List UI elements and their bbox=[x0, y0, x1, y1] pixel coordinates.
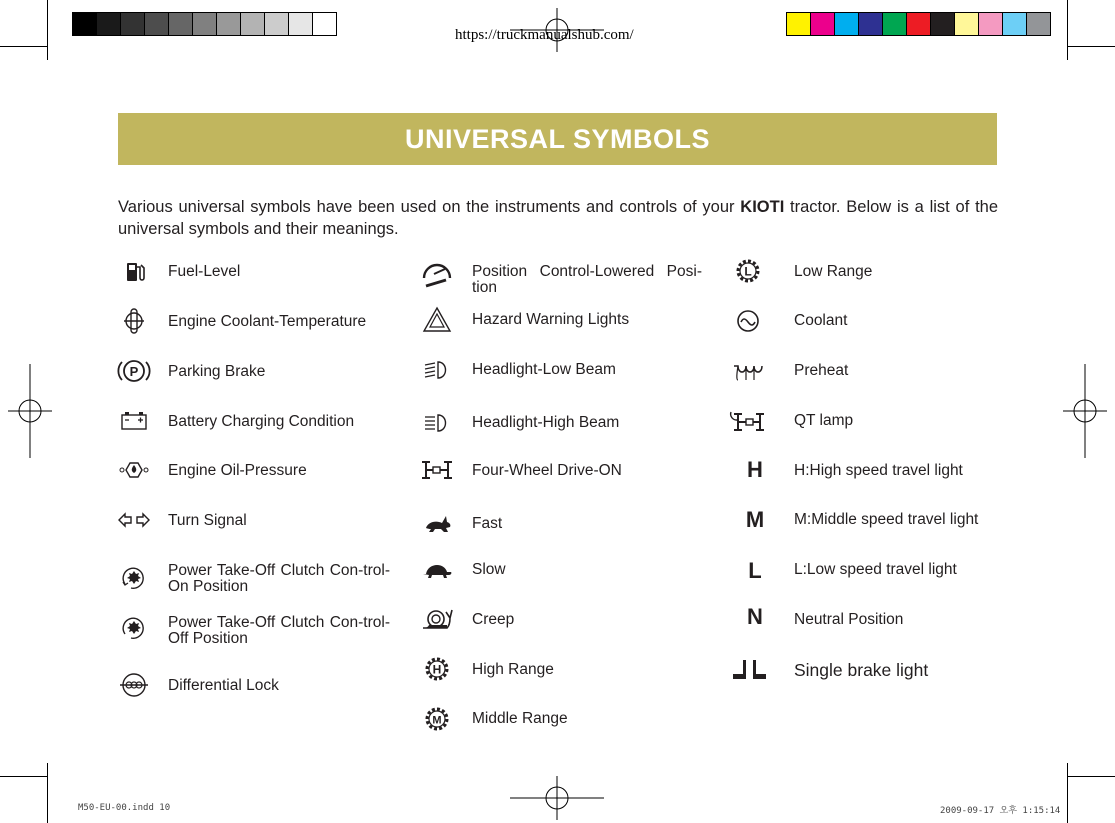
symbol-label: Neutral Position bbox=[794, 611, 904, 628]
differential-lock-icon bbox=[117, 670, 151, 700]
symbol-label: H:High speed travel light bbox=[794, 462, 963, 479]
pto-on-icon bbox=[117, 562, 151, 592]
symbol-label: Fast bbox=[472, 515, 503, 532]
fuel-level-icon bbox=[117, 257, 151, 287]
source-url[interactable]: https://truckmanualshub.com/ bbox=[455, 27, 634, 43]
high-range-gear-icon bbox=[420, 654, 454, 684]
low-range-gear-icon bbox=[731, 256, 765, 286]
symbol-label: Preheat bbox=[794, 362, 849, 379]
symbol-label: Single brake light bbox=[794, 660, 929, 680]
footer-date-slug: 2009-09-17 오후 1:15:14 bbox=[940, 806, 1061, 816]
hazard-icon bbox=[420, 305, 454, 335]
symbol-label: High Range bbox=[472, 661, 554, 678]
turtle-icon bbox=[420, 556, 454, 586]
symbol-label: Position Control-Lowered Posi-tion bbox=[472, 263, 702, 296]
symbol-label: M:Middle speed travel light bbox=[794, 511, 979, 528]
symbol-label: Power Take-Off Clutch Con-trol-On Position bbox=[168, 562, 390, 595]
coolant-temperature-icon bbox=[117, 306, 151, 336]
pto-off-icon bbox=[117, 612, 151, 642]
footer-file-slug: M50-EU-00.indd 10 bbox=[78, 803, 171, 813]
letter-h-icon: H bbox=[747, 457, 763, 482]
symbol-label: Four-Wheel Drive-ON bbox=[472, 462, 622, 479]
turn-signal-icon bbox=[117, 505, 151, 535]
battery-icon bbox=[117, 406, 151, 436]
parking-brake-icon bbox=[117, 356, 151, 386]
single-brake-icon bbox=[734, 654, 768, 684]
symbol-label: Coolant bbox=[794, 312, 848, 329]
oil-pressure-icon bbox=[117, 455, 151, 485]
symbol-label: Hazard Warning Lights bbox=[472, 311, 630, 328]
color-bar bbox=[786, 12, 1051, 36]
symbol-label: Low Range bbox=[794, 263, 873, 280]
svg-text:P: P bbox=[129, 364, 139, 379]
symbol-label: Engine Coolant-Temperature bbox=[168, 313, 367, 330]
coolant-icon bbox=[731, 306, 765, 336]
middle-range-gear-icon bbox=[420, 704, 454, 734]
page-title: UNIVERSAL SYMBOLS bbox=[404, 123, 711, 154]
symbol-label: Differential Lock bbox=[168, 677, 279, 694]
symbol-label: Engine Oil-Pressure bbox=[168, 462, 307, 479]
symbol-label: Power Take-Off Clutch Con-trol-Off Position bbox=[168, 614, 390, 647]
symbol-label: Parking Brake bbox=[168, 363, 266, 380]
four-wheel-drive-icon bbox=[420, 455, 454, 485]
high-beam-icon bbox=[420, 408, 454, 438]
gear-glyph: M bbox=[432, 714, 442, 727]
letter-n-icon: N bbox=[747, 604, 763, 629]
symbol-label: Turn Signal bbox=[168, 512, 247, 529]
low-beam-icon bbox=[420, 355, 454, 385]
letter-m-icon: M bbox=[745, 507, 765, 532]
qt-lamp-icon bbox=[731, 406, 765, 436]
symbol-label: Slow bbox=[472, 561, 506, 578]
title-band bbox=[118, 113, 997, 165]
position-control-icon bbox=[420, 260, 454, 290]
intro-paragraph bbox=[118, 196, 998, 240]
symbol-label: Headlight-Low Beam bbox=[472, 361, 616, 378]
brand-name: KIOTI bbox=[740, 198, 785, 216]
preheat-icon bbox=[731, 356, 765, 386]
symbol-label: Headlight-High Beam bbox=[472, 414, 620, 431]
intro-text-after: tractor. Below is a list of the universal symbols and their meanings. bbox=[118, 198, 999, 238]
symbol-label: Creep bbox=[472, 611, 515, 628]
symbol-label: L:Low speed travel light bbox=[794, 561, 957, 578]
intro-text-before: Various universal symbols have been used on the instruments and controls of your bbox=[118, 198, 741, 216]
symbol-label: Middle Range bbox=[472, 710, 568, 727]
symbol-label: Fuel-Level bbox=[168, 263, 241, 280]
symbol-label: QT lamp bbox=[794, 412, 854, 429]
letter-l-icon: L bbox=[748, 558, 762, 583]
snail-icon bbox=[420, 604, 454, 634]
rabbit-icon bbox=[420, 508, 454, 538]
symbol-label: Battery Charging Condition bbox=[168, 413, 355, 430]
gear-glyph: L bbox=[744, 264, 752, 279]
grayscale-bar bbox=[72, 12, 337, 36]
gear-glyph: H bbox=[432, 662, 442, 677]
